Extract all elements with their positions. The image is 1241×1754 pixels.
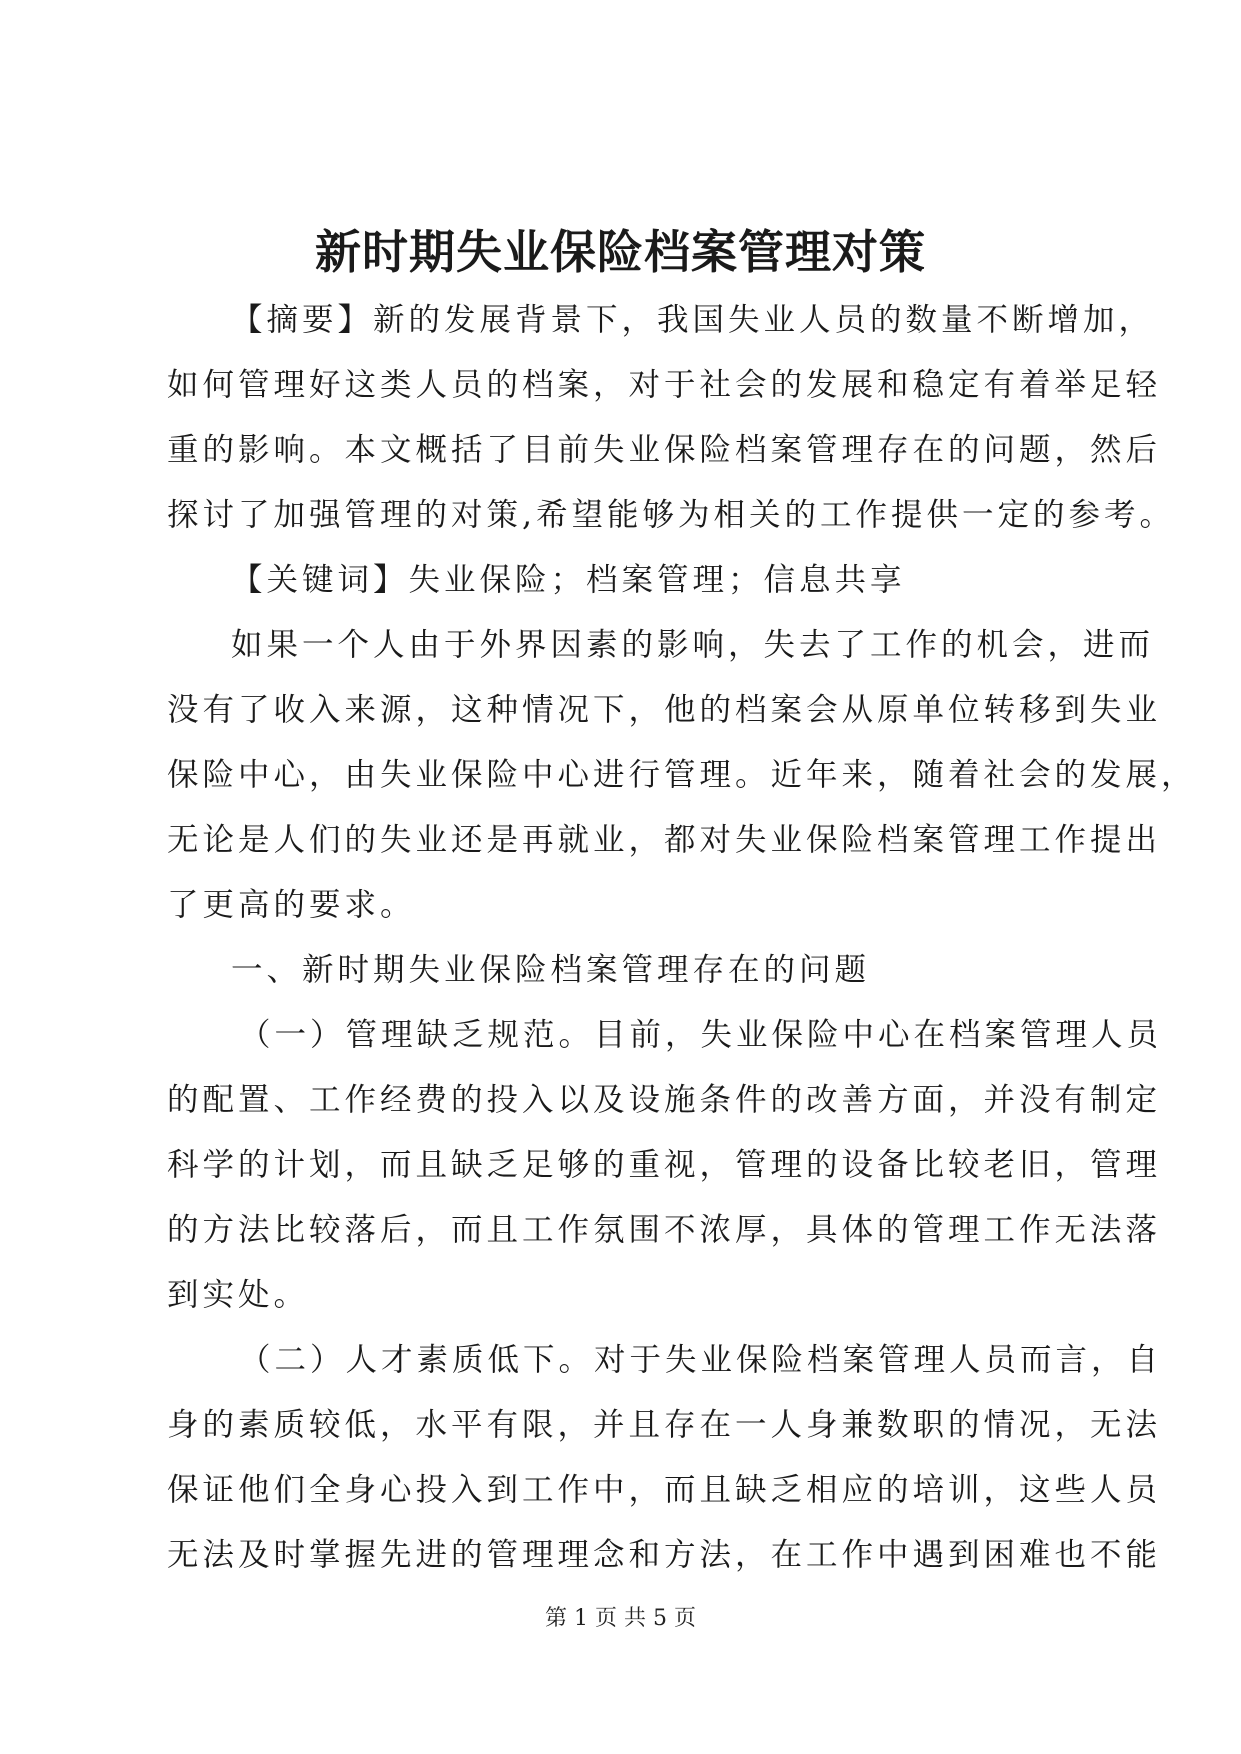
paragraph-line: 无论是人们的失业还是再就业，都对失业保险档案管理工作提出 bbox=[167, 822, 1162, 858]
paragraph-line: 了更高的要求。 bbox=[167, 887, 416, 923]
paragraph-line: 保证他们全身心投入到工作中，而且缺乏相应的培训，这些人员 bbox=[167, 1472, 1162, 1508]
paragraph-line: 的方法比较落后，而且工作氛围不浓厚，具体的管理工作无法落 bbox=[167, 1212, 1162, 1248]
paragraph-line: 到实处。 bbox=[167, 1277, 310, 1313]
paragraph-line: （二）人才素质低下。对于失业保险档案管理人员而言，自 bbox=[239, 1342, 1163, 1378]
abstract-line: 【摘要】新的发展背景下，我国失业人员的数量不断增加， bbox=[231, 302, 1155, 338]
abstract-line: 重的影响。本文概括了目前失业保险档案管理存在的问题，然后 bbox=[167, 432, 1162, 468]
keywords-line: 【关键词】失业保险；档案管理；信息共享 bbox=[231, 562, 906, 598]
document-title: 新时期失业保险档案管理对策 bbox=[315, 225, 926, 279]
paragraph-line: 科学的计划，而且缺乏足够的重视，管理的设备比较老旧，管理 bbox=[167, 1147, 1162, 1183]
paragraph-line: 身的素质较低，水平有限，并且存在一人身兼数职的情况，无法 bbox=[167, 1407, 1162, 1443]
page-footer: 第 1 页 共 5 页 bbox=[545, 1606, 696, 1631]
abstract-line: 如何管理好这类人员的档案，对于社会的发展和稳定有着举足轻 bbox=[167, 367, 1162, 403]
paragraph-line: （一）管理缺乏规范。目前，失业保险中心在档案管理人员 bbox=[239, 1017, 1163, 1053]
section-heading: 一、新时期失业保险档案管理存在的问题 bbox=[231, 952, 871, 988]
document-body bbox=[167, 288, 1197, 1588]
paragraph-line: 无法及时掌握先进的管理理念和方法，在工作中遇到困难也不能 bbox=[167, 1537, 1162, 1573]
paragraph-line: 如果一个人由于外界因素的影响，失去了工作的机会，进而 bbox=[231, 627, 1155, 663]
paragraph-line: 没有了收入来源，这种情况下，他的档案会从原单位转移到失业 bbox=[167, 692, 1162, 728]
paragraph-line: 保险中心，由失业保险中心进行管理。近年来，随着社会的发展， bbox=[167, 757, 1197, 793]
abstract-line: 探讨了加强管理的对策,希望能够为相关的工作提供一定的参考。 bbox=[167, 497, 1176, 533]
paragraph-line: 的配置、工作经费的投入以及设施条件的改善方面，并没有制定 bbox=[167, 1082, 1162, 1118]
